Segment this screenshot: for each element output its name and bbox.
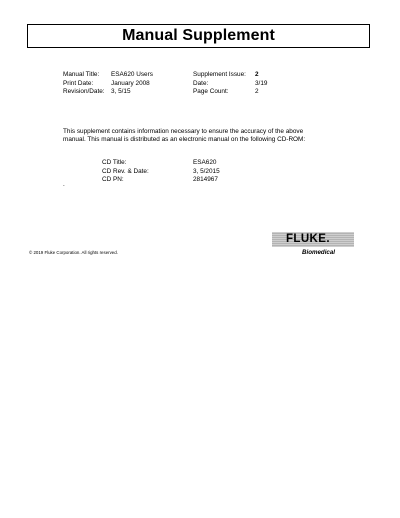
page-title: Manual Supplement xyxy=(122,27,275,44)
logo-wordmark: FLUKE. xyxy=(286,233,330,245)
meta-row-manual-title xyxy=(63,71,153,80)
copyright-notice: © 2019 Fluke Corporation. All rights reserved. xyxy=(29,250,118,255)
meta-row-page-count xyxy=(193,88,267,97)
supplement-description: This supplement contains information necessary to ensure the accuracy of the above manual. This manual is distributed as an electronic manual on the following CD-ROM: xyxy=(63,128,306,144)
cd-value: 3, 5/2015 xyxy=(193,167,220,175)
meta-row-revision-date xyxy=(63,88,153,97)
meta-row-supplement-issue xyxy=(193,71,267,80)
cd-row-title xyxy=(102,159,220,168)
cd-label: CD PN: xyxy=(102,176,124,184)
title-box xyxy=(27,24,370,48)
meta-value: 3, 5/15 xyxy=(111,88,131,96)
cd-value: ESA620 xyxy=(193,159,217,166)
meta-value: January 2008 xyxy=(111,79,150,87)
cd-value: 2814967 xyxy=(193,176,218,184)
meta-label: Page Count: xyxy=(193,88,229,96)
cd-label: CD Title: xyxy=(102,159,127,166)
cd-row-pn xyxy=(102,176,220,185)
cd-label: CD Rev. & Date: xyxy=(102,167,149,175)
bullet-mark: . xyxy=(63,181,65,188)
meta-row-print-date xyxy=(63,80,153,89)
meta-row-date xyxy=(193,80,267,89)
manual-info-right xyxy=(193,71,267,97)
meta-label: Revision/Date: xyxy=(63,88,105,96)
meta-value: ESA620 Users xyxy=(111,71,153,78)
cd-row-rev-date xyxy=(102,168,220,177)
meta-value: 3/19 xyxy=(255,79,268,87)
meta-label: Manual Title: xyxy=(63,71,100,78)
meta-label: Date: xyxy=(193,79,209,87)
meta-value: 2 xyxy=(255,88,259,96)
meta-label: Supplement Issue: xyxy=(193,71,246,78)
meta-value: 2 xyxy=(255,71,259,78)
logo-subtitle: Biomedical xyxy=(302,249,336,256)
manual-info-left xyxy=(63,71,153,97)
cd-info xyxy=(102,159,220,185)
fluke-biomedical-logo xyxy=(272,232,354,260)
logo-box xyxy=(272,232,354,247)
meta-label: Print Date: xyxy=(63,79,94,87)
